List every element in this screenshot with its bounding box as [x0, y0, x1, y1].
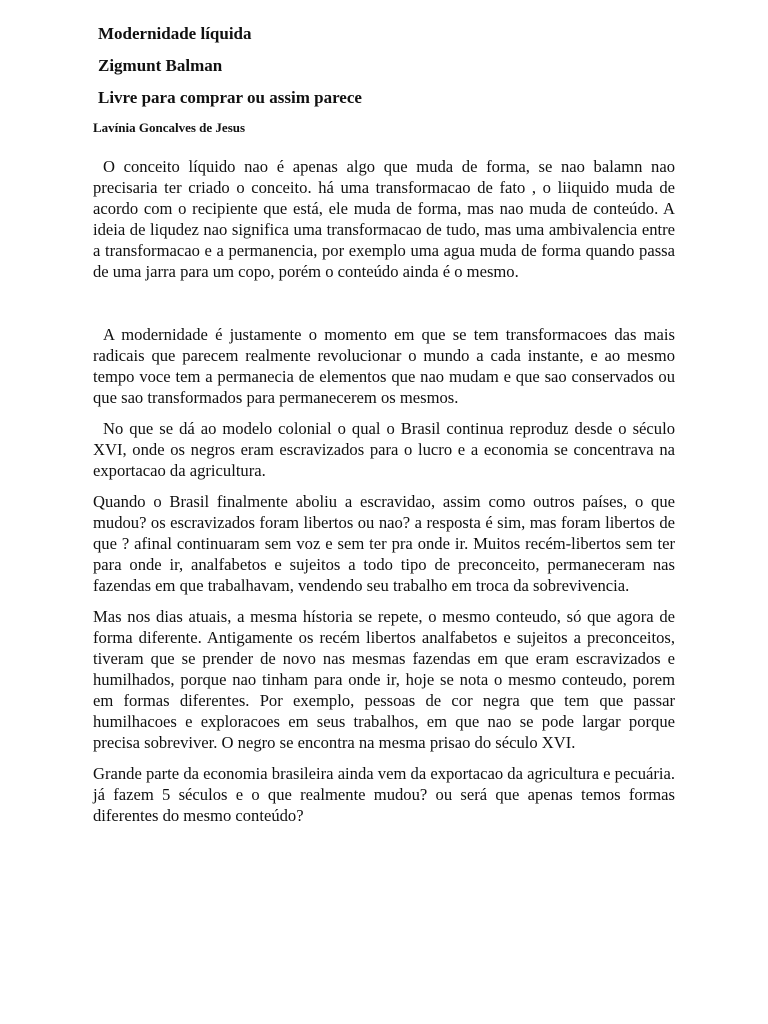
document-subtitle: Livre para comprar ou assim parece [98, 88, 362, 107]
paragraph-2: A modernidade é justamente o momento em que se tem transformacoes das mais radicais que parecem realmente revolucionar o mundo a cada instante, e ao mesmo tempo voce tem a permanecia de elementos que nao mudam e que sao conservados ou que sao transformados para permanecerem os mesmos. [93, 325, 675, 407]
paragraph-5: Mas nos dias atuais, a mesma hístoria se repete, o mesmo conteudo, só que agora de forma diferente. Antigamente os recém libertos analfabetos e sujeitos a preconceitos, tiveram que se prender de novo nas mesmas fazendas em que eram escravizados e humilhados, porque nao tinham para onde ir, hoje se nota o mesmo conteudo, porem em formas diferentes. Por exemplo, pessoas de cor negra que tem que passar humilhacoes e exploracoes em seus trabalhos, em que nao se pode largar porque precisa sobreviver. O negro se encontra na mesma prisao do século XVI. [93, 607, 675, 752]
paragraph-4: Quando o Brasil finalmente aboliu a escravidao, assim como outros países, o que mudou? os escravizados foram libertos ou nao? a resposta é sim, mas foram libertos de que ? afinal continuaram sem voz e sem ter pra onde ir. Muitos recém-libertos sem ter para onde ir, analfabetos e sujeitos a todo tipo de preconceito, permaneceram nas fazendas em que trabalhavam, vendendo seu trabalho em troca da sobrevivencia. [93, 492, 675, 595]
paragraph-3: No que se dá ao modelo colonial o qual o Brasil continua reproduz desde o século XVI, onde os negros eram escravizados para o lucro e a economia se concentrava na exportacao da agricultura. [93, 419, 675, 480]
paragraph-6: Grande parte da economia brasileira ainda vem da exportacao da agricultura e pecuária. já fazem 5 séculos e o que realmente mudou? ou será que apenas temos formas diferentes do mesmo conteúdo? [93, 764, 675, 825]
paragraph-1: O conceito líquido nao é apenas algo que muda de forma, se nao balamn nao precisaria ter criado o conceito. há uma transformacao de fato , o liiquido muda de acordo com o recipiente que está, ele muda de forma, mas nao muda de conteúdo. A ideia de liqudez nao significa uma transformacao de tudo, mas uma ambivalencia entre a transformacao e a permanencia, por exemplo uma agua muda de forma quando passa de uma jarra para um copo, porém o conteúdo ainda é o mesmo. [93, 157, 675, 281]
document-subject-author: Zigmunt Balman [98, 56, 223, 75]
document-author: Lavínia Goncalves de Jesus [93, 120, 246, 135]
document-title: Modernidade líquida [98, 24, 252, 43]
